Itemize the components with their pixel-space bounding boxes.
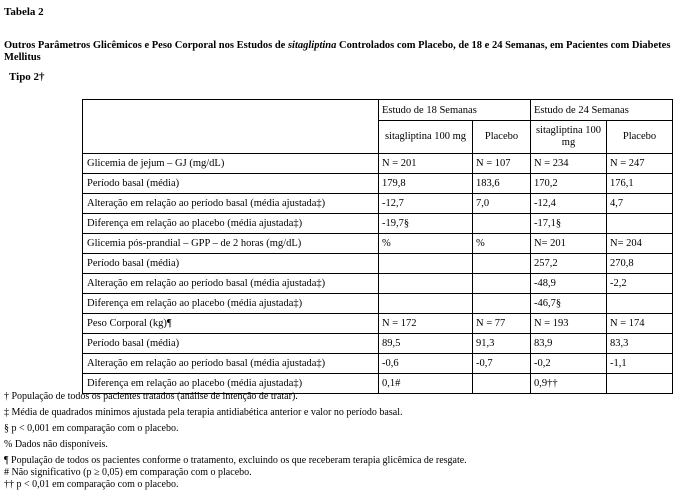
- table-cell: -1,1: [607, 354, 673, 374]
- table-cell: %: [473, 234, 531, 254]
- caption-part-1: Outros Parâmetros Glicêmicos e Peso Corporal nos Estudos de: [4, 40, 288, 51]
- footnote: ¶ População de todos os pacientes conforme o tratamento, excluindo os que receberam terapia glicêmica de resgate.: [4, 455, 467, 466]
- table-cell: 89,5: [379, 334, 473, 354]
- table-cell: [607, 214, 673, 234]
- table-cell: 170,2: [531, 174, 607, 194]
- table-row: [83, 354, 673, 374]
- table-row: [83, 254, 673, 274]
- table-cell: -0,2: [531, 354, 607, 374]
- table-row: [83, 274, 673, 294]
- table-row: [83, 314, 673, 334]
- table-cell: 83,3: [607, 334, 673, 354]
- table-cell: 7,0: [473, 194, 531, 214]
- table-cell: 176,1: [607, 174, 673, 194]
- row-label: Alteração em relação ao período basal (média ajustada‡): [83, 194, 379, 214]
- footnote: † População de todos os pacientes tratados (análise de intenção de tratar).: [4, 391, 298, 402]
- table-cell: %: [379, 234, 473, 254]
- table-cell: -46,7§: [531, 294, 607, 314]
- table-cell: 4,7: [607, 194, 673, 214]
- header-sitagliptin-18: sitagliptina 100 mg: [379, 121, 473, 154]
- row-label: Período basal (média): [83, 334, 379, 354]
- table-cell: -0,6: [379, 354, 473, 374]
- table-row: [83, 174, 673, 194]
- row-label: Diferença em relação ao placebo (média ajustada‡): [83, 374, 379, 394]
- table-row: [83, 194, 673, 214]
- table-cell: [473, 274, 531, 294]
- table-cell: -19,7§: [379, 214, 473, 234]
- table-cell: [473, 294, 531, 314]
- table-cell: -48,9: [531, 274, 607, 294]
- caption-drug-name: sitagliptina: [287, 40, 337, 51]
- header-empty-cell: [83, 100, 379, 154]
- table-cell: N = 174: [607, 314, 673, 334]
- table-cell: [473, 214, 531, 234]
- header-study-18-weeks: Estudo de 18 Semanas: [379, 100, 531, 121]
- header-sitagliptin-24: sitagliptina 100 mg: [531, 121, 607, 154]
- table-cell: 83,9: [531, 334, 607, 354]
- row-label: Diferença em relação ao placebo (média ajustada‡): [83, 214, 379, 234]
- row-label: Alteração em relação ao período basal (média ajustada‡): [83, 274, 379, 294]
- table-header-row-groups: [83, 100, 673, 121]
- row-label: Período basal (média): [83, 174, 379, 194]
- table-cell: 0,1#: [379, 374, 473, 394]
- table-cell: -17,1§: [531, 214, 607, 234]
- table-cell: -12,4: [531, 194, 607, 214]
- row-label: Glicemia pós-prandial – GPP – de 2 horas (mg/dL): [83, 234, 379, 254]
- table-row: [83, 234, 673, 254]
- table-cell: N = 234: [531, 154, 607, 174]
- row-label: Diferença em relação ao placebo (média ajustada‡): [83, 294, 379, 314]
- footnote: # Não significativo (p ≥ 0,05) em comparação com o placebo.: [4, 467, 252, 478]
- table-cell: 270,8: [607, 254, 673, 274]
- table-row: [83, 214, 673, 234]
- footnote: ‡ Média de quadrados mínimos ajustada pela terapia antidiabética anterior e valor no período basal.: [4, 407, 403, 418]
- row-label: Período basal (média): [83, 254, 379, 274]
- table-cell: -2,2: [607, 274, 673, 294]
- table-cell: N = 201: [379, 154, 473, 174]
- footnotes: [4, 391, 467, 491]
- table-row: [83, 294, 673, 314]
- table-cell: [607, 374, 673, 394]
- table-cell: 183,6: [473, 174, 531, 194]
- header-placebo-18: Placebo: [473, 121, 531, 154]
- table-cell: -0,7: [473, 354, 531, 374]
- table-subtitle: Tipo 2†: [9, 71, 45, 83]
- table-cell: -12,7: [379, 194, 473, 214]
- table-body: [83, 154, 673, 394]
- table-cell: [607, 294, 673, 314]
- header-study-24-weeks: Estudo de 24 Semanas: [531, 100, 673, 121]
- table-cell: N = 247: [607, 154, 673, 174]
- header-placebo-24: Placebo: [607, 121, 673, 154]
- table-cell: N = 77: [473, 314, 531, 334]
- footnote: § p < 0,001 em comparação com o placebo.: [4, 423, 179, 434]
- table-cell: [379, 274, 473, 294]
- table-title: Tabela 2: [4, 6, 44, 18]
- table-cell: 257,2: [531, 254, 607, 274]
- table-cell: 91,3: [473, 334, 531, 354]
- table-cell: 0,9††: [531, 374, 607, 394]
- table-cell: N = 193: [531, 314, 607, 334]
- table-cell: [379, 254, 473, 274]
- table-cell: N= 201: [531, 234, 607, 254]
- table-cell: [473, 254, 531, 274]
- caption-part-2: Controlados com Placebo, de 18 e 24 Semanas, em Pacientes com Diabetes Mellitus: [4, 40, 671, 63]
- footnote: †† p < 0,01 em comparação com o placebo.: [4, 479, 179, 490]
- row-label: Alteração em relação ao período basal (média ajustada‡): [83, 354, 379, 374]
- table-caption: [4, 40, 676, 64]
- row-label: Peso Corporal (kg)¶: [83, 314, 379, 334]
- row-label: Glicemia de jejum – GJ (mg/dL): [83, 154, 379, 174]
- table-row: [83, 154, 673, 174]
- footnote: % Dados não disponíveis.: [4, 439, 108, 450]
- table-cell: 179,8: [379, 174, 473, 194]
- table-cell: [379, 294, 473, 314]
- table-row: [83, 334, 673, 354]
- table-cell: N = 172: [379, 314, 473, 334]
- results-table: [82, 99, 673, 394]
- table-cell: N = 107: [473, 154, 531, 174]
- table-cell: [473, 374, 531, 394]
- table-cell: N= 204: [607, 234, 673, 254]
